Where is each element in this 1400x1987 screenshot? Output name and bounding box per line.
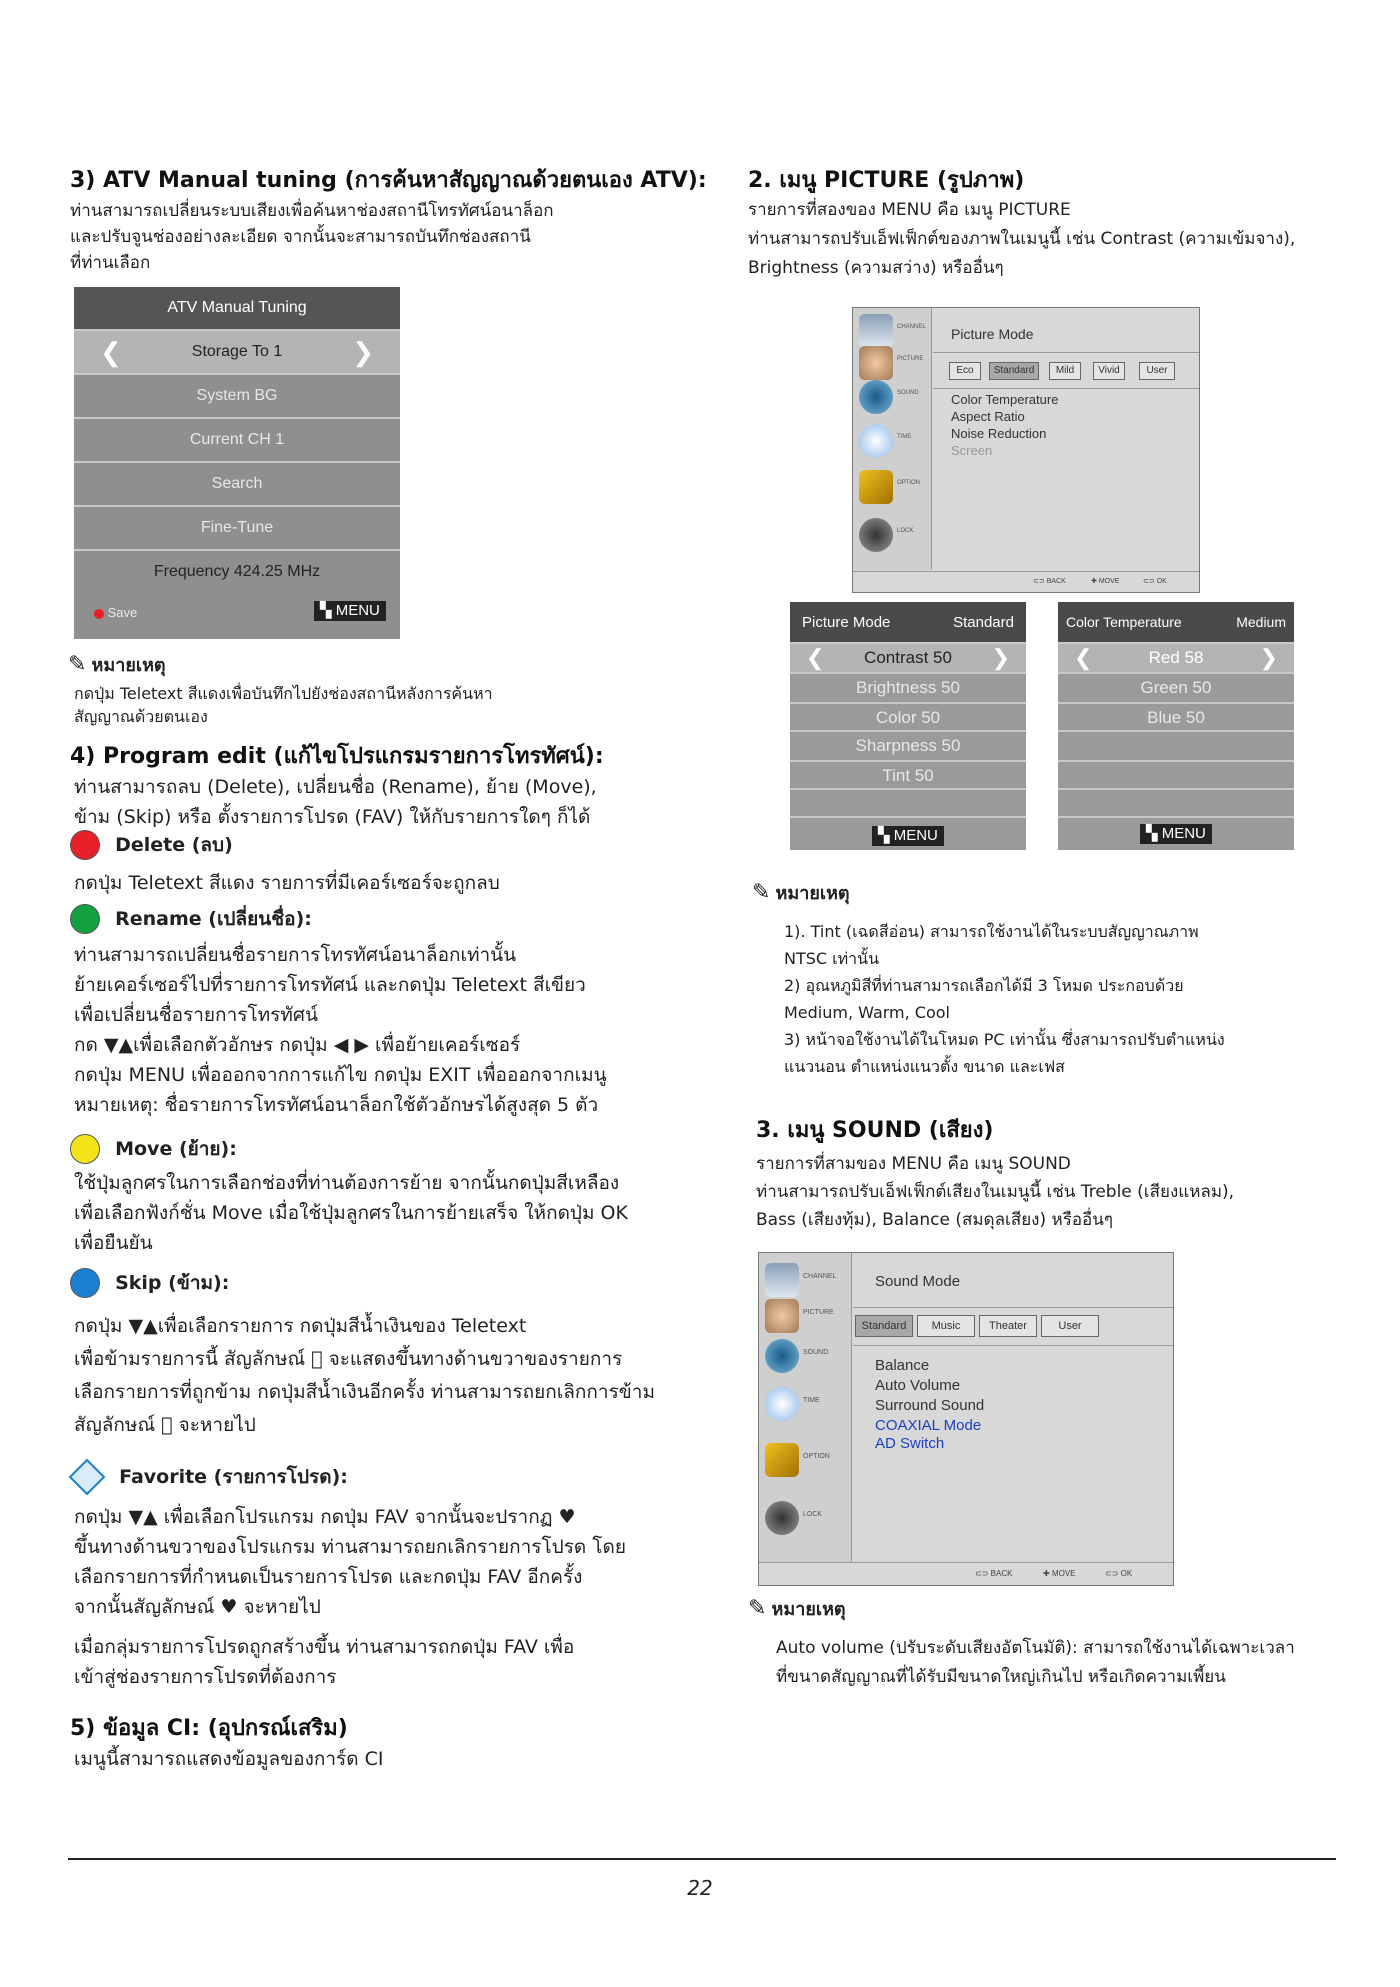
blue-row[interactable]: Blue 50: [1058, 702, 1294, 732]
right-arrow-icon[interactable]: ❯: [991, 645, 1010, 670]
sidebar-label: SOUND: [803, 1349, 829, 1356]
text-line: และปรับจูนช่องอย่างละเอียด จากนั้นจะสามารถบันทึกช่องสถานี: [70, 227, 531, 247]
skip-body: [74, 1310, 655, 1442]
yellow-dot-icon: [70, 1134, 100, 1164]
text-line: จากนั้นสัญลักษณ์ ♥ จะหายไป: [74, 1596, 321, 1618]
back-label: BACK: [1046, 578, 1066, 585]
text-line: Auto volume (ปรับระดับเสียงอัตโนมัติ): สามารถใช้งานได้เฉพาะเวลา: [776, 1638, 1295, 1658]
sidebar-item-lock[interactable]: [763, 1497, 835, 1541]
text-line: เลือกรายการที่กำหนดเป็นรายการโปรด และกดปุ่ม FAV อีกครั้ง: [74, 1566, 583, 1588]
delete-body: [74, 868, 500, 898]
menu-button[interactable]: ▚ MENU: [1140, 824, 1212, 844]
menu-button[interactable]: ▚ MENU: [314, 601, 386, 621]
delete-label: Delete (ลบ): [115, 834, 233, 856]
section-4-body: [74, 772, 597, 832]
sidebar-item-sound[interactable]: [763, 1335, 835, 1379]
surround-sound-item[interactable]: Surround Sound: [875, 1397, 985, 1414]
sidebar-label: OPTION: [897, 480, 921, 486]
move-body: [74, 1168, 628, 1258]
text-line: 1). Tint (เฉดสีอ่อน) สามารถใช้งานได้ในระบบสัญญาณภาพ: [784, 922, 1199, 941]
text-line: NTSC เท่านั้น: [784, 949, 880, 968]
save-label: Save: [107, 605, 138, 620]
mode-chip-music[interactable]: Music: [917, 1315, 975, 1337]
ok-hint: ⊂⊃ OK: [1143, 578, 1167, 585]
color-temperature-submenu: [1058, 602, 1294, 850]
sound-section-title: 3. เมนู SOUND (เสียง): [756, 1118, 994, 1143]
color-row[interactable]: Color 50: [790, 702, 1026, 732]
back-hint: ⊂⊃ BACK: [1033, 578, 1066, 585]
back-label: BACK: [990, 1569, 1013, 1578]
rename-body: [74, 940, 607, 1120]
sidebar-label: OPTION: [803, 1453, 830, 1460]
sidebar-item-time[interactable]: [763, 1383, 835, 1427]
screen-item: Screen: [951, 443, 993, 458]
row-label: Red 58: [1148, 648, 1204, 667]
noise-reduction-item[interactable]: Noise Reduction: [951, 426, 1047, 441]
note-1: [68, 650, 166, 679]
auto-volume-item[interactable]: Auto Volume: [875, 1377, 961, 1394]
text-line: เข้าสู่ช่องรายการโปรดที่ต้องการ: [74, 1666, 337, 1688]
coaxial-mode-item[interactable]: COAXIAL Mode: [875, 1417, 982, 1434]
submenu-header: [790, 602, 1026, 642]
favorite-body-2: [74, 1632, 574, 1692]
section-4-title: 4) Program edit (แก้ไขโปรแกรมรายการโทรทัศน์):: [70, 744, 604, 769]
page-number: 22: [687, 1876, 713, 1900]
mode-chip-mild[interactable]: Mild: [1049, 362, 1081, 380]
menu-label: MENU: [1161, 825, 1206, 842]
picture-icon: [765, 1299, 799, 1333]
system-row[interactable]: System BG: [74, 373, 400, 417]
divider: [853, 1307, 1173, 1308]
text-line: กด ▼▲เพื่อเลือกตัวอักษร กดปุ่ม ◀ ▶ เพื่อย้ายเคอร์เซอร์: [74, 1034, 521, 1056]
skip-heading: [70, 1268, 229, 1298]
right-arrow-icon[interactable]: ❯: [352, 337, 374, 367]
empty-row: [1058, 788, 1294, 818]
picture-section-body: [748, 196, 1295, 283]
ok-hint: ⊂⊃ OK: [1105, 1569, 1133, 1578]
picture-mode-label: Picture Mode: [951, 326, 1034, 342]
move-label: Move (ย้าย):: [115, 1138, 237, 1160]
menu-button[interactable]: ▚ MENU: [872, 826, 944, 846]
green-row[interactable]: Green 50: [1058, 672, 1294, 702]
blue-dot-icon: [70, 1268, 100, 1298]
header-left: Picture Mode: [802, 614, 891, 631]
move-hint: ✚ MOVE: [1043, 1569, 1076, 1578]
empty-row: [1058, 730, 1294, 760]
sound-menu-screen: [758, 1252, 1174, 1586]
note-3: [748, 1594, 846, 1623]
left-arrow-icon[interactable]: ❮: [100, 337, 122, 367]
mode-chip-eco[interactable]: Eco: [949, 362, 981, 380]
header-right: Standard: [953, 614, 1014, 631]
text-line: ใช้ปุ่มลูกศรในการเลือกช่องที่ท่านต้องการย้าย จากนั้นกดปุ่มสีเหลือง: [74, 1172, 620, 1194]
mode-chip-vivid[interactable]: Vivid: [1093, 362, 1125, 380]
note-1-body: [74, 682, 493, 728]
red-row[interactable]: [1058, 642, 1294, 672]
text-line: กดปุ่ม MENU เพื่อออกจากการแก้ไข กดปุ่ม EXIT เพื่อออกจากเมนู: [74, 1064, 607, 1086]
tint-row[interactable]: Tint 50: [790, 760, 1026, 790]
text-line: ท่านสามารถปรับเอ็ฟเฟ็กต์เสียงในเมนูนี้ เช่น Treble (เสียงแหลม),: [756, 1182, 1235, 1202]
text-line: กดปุ่ม Teletext สีแดง รายการที่มีเคอร์เซอร์จะถูกลบ: [74, 872, 500, 894]
favorite-label: Favorite (รายการโปรด):: [119, 1466, 348, 1488]
sidebar-item-option[interactable]: [857, 466, 929, 510]
section-5-title: 5) ข้อมูล CI: (อุปกรณ์เสริม): [70, 1716, 348, 1741]
aspect-ratio-item[interactable]: Aspect Ratio: [951, 409, 1025, 424]
delete-heading: [70, 830, 233, 860]
pencil-icon: ✎: [68, 652, 87, 677]
speaker-icon: [859, 380, 893, 414]
text-line: เพื่อข้ามรายการนี้ สัญลักษณ์ ⃠ จะแสดงขึ้นทางด้านขวาของรายการ: [74, 1348, 623, 1370]
sharpness-row[interactable]: Sharpness 50: [790, 730, 1026, 760]
divider: [933, 388, 1199, 389]
back-hint: ⊂⊃ BACK: [975, 1569, 1013, 1578]
text-line: รายการที่สามของ MENU คือ เมนู SOUND: [756, 1154, 1071, 1174]
note-2: [752, 878, 850, 907]
channel-icon: [765, 1263, 799, 1297]
favorite-body: [74, 1502, 626, 1622]
sidebar-label: PICTURE: [897, 356, 924, 362]
note-3-body: [776, 1634, 1295, 1692]
color-temperature-item[interactable]: Color Temperature: [951, 392, 1059, 407]
current-ch-row[interactable]: Current CH 1: [74, 417, 400, 461]
pencil-icon: ✎: [752, 880, 771, 905]
atv-manual-tuning-menu: [74, 287, 400, 639]
menu-footer: [853, 571, 1199, 592]
fine-tune-row[interactable]: Fine-Tune: [74, 505, 400, 549]
sidebar-item-option[interactable]: [763, 1439, 835, 1483]
sidebar-label: CHANNEL: [803, 1273, 837, 1280]
mode-chip-standard[interactable]: Standard: [989, 362, 1039, 380]
text-line: กดปุ่ม Teletext สีแดงเพื่อบันทึกไปยังช่องสถานีหลังการค้นหา: [74, 684, 493, 703]
balance-item[interactable]: Balance: [875, 1357, 930, 1374]
text-line: Brightness (ความสว่าง) หรืออื่นๆ: [748, 258, 1004, 278]
row-label: Contrast 50: [864, 648, 952, 667]
sidebar-item-time[interactable]: [857, 420, 929, 464]
text-line: ท่านสามารถเปลี่ยนระบบเสียงเพื่อค้นหาช่องสถานีโทรทัศน์อนาล็อก: [70, 201, 554, 221]
text-line: ท่านสามารถปรับเอ็ฟเฟ็กต์ของภาพในเมนูนี้ เช่น Contrast (ความเข้มจาง),: [748, 229, 1296, 249]
red-dot-icon: [70, 830, 100, 860]
text-line: สัญญาณด้วยตนเอง: [74, 707, 208, 726]
page-footer-rule: [68, 1858, 1336, 1860]
sidebar-label: TIME: [803, 1397, 820, 1404]
storage-row[interactable]: [74, 329, 400, 373]
text-line: แนวนอน ตำแหน่งแนวตั้ง ขนาด และเฟส: [784, 1057, 1065, 1076]
ok-label: OK: [1156, 578, 1167, 585]
text-line: ที่ท่านเลือก: [70, 253, 151, 273]
text-line: เลือกรายการที่ถูกข้าม กดปุ่มสีน้ำเงินอีกครั้ง ท่านสามารถยกเลิกการข้าม: [74, 1381, 655, 1403]
sidebar-label: CHANNEL: [897, 324, 926, 330]
favorite-heading: [70, 1462, 348, 1492]
menu-label: MENU: [335, 602, 380, 619]
lock-icon: [859, 518, 893, 552]
lock-icon: [765, 1501, 799, 1535]
text-line: เพื่อเปลี่ยนชื่อรายการโทรทัศน์: [74, 1004, 318, 1026]
text-line: เมื่อกลุ่มรายการโปรดถูกสร้างขึ้น ท่านสามารถกดปุ่ม FAV เพื่อ: [74, 1636, 575, 1658]
mode-chip-user[interactable]: User: [1139, 362, 1175, 380]
menu-sidebar: [759, 1253, 852, 1563]
sound-mode-label: Sound Mode: [875, 1273, 961, 1290]
menu-footer: [759, 1562, 1173, 1585]
sidebar-label: SOUND: [897, 390, 919, 396]
diamond-icon: [69, 1459, 106, 1496]
text-line: หมายเหตุ: ชื่อรายการโทรทัศน์อนาล็อกใช้ตัวอักษรได้สูงสุด 5 ตัว: [74, 1094, 599, 1116]
sidebar-item-sound[interactable]: [857, 376, 929, 420]
divider: [853, 1345, 1173, 1346]
mode-chip-standard[interactable]: Standard: [855, 1315, 913, 1337]
move-label: MOVE: [1098, 578, 1120, 585]
text-line: รายการที่สองของ MENU คือ เมนู PICTURE: [748, 200, 1071, 220]
section-3-body: [70, 198, 554, 276]
header-left: Color Temperature: [1066, 614, 1182, 630]
frequency-row[interactable]: Frequency 424.25 MHz: [74, 549, 400, 593]
mode-chip-user[interactable]: User: [1041, 1315, 1099, 1337]
text-line: ท่านสามารถลบ (Delete), เปลี่ยนชื่อ (Rename), ย้าย (Move),: [74, 776, 597, 798]
note-2-body: [784, 918, 1225, 1080]
empty-row: [790, 788, 1026, 818]
sidebar-item-picture[interactable]: [763, 1295, 835, 1339]
note-title: หมายเหตุ: [771, 1599, 846, 1620]
ad-switch-item[interactable]: AD Switch: [875, 1435, 945, 1452]
text-line: กดปุ่ม ▼▲เพื่อเลือกรายการ กดปุ่มสีน้ำเงินของ Teletext: [74, 1315, 527, 1337]
section-5-body: [74, 1744, 384, 1774]
move-heading: [70, 1134, 237, 1164]
option-icon: [859, 470, 893, 504]
empty-row: [1058, 760, 1294, 790]
sidebar-label: TIME: [897, 434, 912, 440]
mode-chip-theater[interactable]: Theater: [979, 1315, 1037, 1337]
text-line: กดปุ่ม ▼▲ เพื่อเลือกโปรแกรม กดปุ่ม FAV จากนั้นจะปรากฏ ♥: [74, 1506, 576, 1528]
move-hint: ✚ MOVE: [1091, 578, 1120, 585]
sound-section-body: [756, 1150, 1234, 1234]
divider: [933, 352, 1199, 353]
text-line: Medium, Warm, Cool: [784, 1003, 950, 1022]
section-3-title: 3) ATV Manual tuning (การค้นหาสัญญาณด้วยตนเอง ATV):: [70, 168, 707, 193]
right-arrow-icon[interactable]: ❯: [1259, 645, 1278, 670]
option-icon: [765, 1443, 799, 1477]
text-line: ขึ้นทางด้านขวาของโปรแกรม ท่านสามารถยกเลิกรายการโปรด โดย: [74, 1536, 626, 1558]
text-line: เพื่อเลือกฟังก์ชั่น Move เมื่อใช้ปุ่มลูกศรในการย้ายเสร็จ ให้กดปุ่ม OK: [74, 1202, 628, 1224]
rename-label: Rename (เปลี่ยนชื่อ):: [115, 908, 312, 930]
text-line: Bass (เสียงทุ้ม), Balance (สมดุลเสียง) หรืออื่นๆ: [756, 1210, 1113, 1230]
search-row[interactable]: Search: [74, 461, 400, 505]
skip-label: Skip (ข้าม):: [115, 1272, 230, 1294]
ok-label: OK: [1120, 1569, 1133, 1578]
text-line: 2) อุณหภูมิสีที่ท่านสามารถเลือกได้มี 3 โหมด ประกอบด้วย: [784, 976, 1184, 995]
text-line: ที่ขนาดสัญญาณที่ได้รับมีขนาดใหญ่เกินไป หรือเกิดความเพี้ยน: [776, 1667, 1226, 1687]
submenu-header: [1058, 602, 1294, 642]
left-arrow-icon[interactable]: ❮: [806, 645, 825, 670]
atv-menu-title: ATV Manual Tuning: [74, 287, 400, 329]
clock-icon: [765, 1387, 799, 1421]
menu-label: MENU: [893, 827, 938, 844]
note-title: หมายเหตุ: [91, 655, 166, 676]
note-title: หมายเหตุ: [775, 883, 850, 904]
contrast-row[interactable]: [790, 642, 1026, 672]
green-dot-icon: [70, 904, 100, 934]
text-line: ท่านสามารถเปลี่ยนชื่อรายการโทรทัศน์อนาล็อกเท่านั้น: [74, 944, 517, 966]
menu-sidebar: [853, 308, 932, 570]
sidebar-label: LOCK: [897, 528, 914, 534]
save-hint: [94, 605, 137, 620]
picture-icon: [859, 346, 893, 380]
move-label: MOVE: [1051, 1569, 1076, 1578]
text-line: 3) หน้าจอใช้งานได้ในโหมด PC เท่านั้น ซึ่งสามารถปรับตำแหน่ง: [784, 1030, 1225, 1049]
picture-mode-submenu: [790, 602, 1026, 850]
clock-icon: [859, 424, 893, 458]
text-line: สัญลักษณ์ ⃠ จะหายไป: [74, 1414, 256, 1436]
picture-section-title: 2. เมนู PICTURE (รูปภาพ): [748, 168, 1025, 193]
text-line: เมนูนี้สามารถแสดงข้อมูลของการ์ด CI: [74, 1748, 384, 1770]
header-right: Medium: [1236, 614, 1286, 630]
rename-heading: [70, 904, 312, 934]
storage-label: Storage To 1: [191, 343, 283, 360]
red-button-icon: [94, 609, 104, 619]
sidebar-label: LOCK: [803, 1511, 823, 1518]
text-line: ข้าม (Skip) หรือ ตั้งรายการโปรด (FAV) ให้กับรายการใดๆ ก็ได้: [74, 806, 591, 828]
sidebar-label: PICTURE: [803, 1309, 834, 1316]
picture-menu-screen: [852, 307, 1200, 593]
brightness-row[interactable]: Brightness 50: [790, 672, 1026, 702]
text-line: ย้ายเคอร์เซอร์ไปที่รายการโทรทัศน์ และกดปุ่ม Teletext สีเขียว: [74, 974, 586, 996]
pencil-icon: ✎: [748, 1596, 767, 1621]
speaker-icon: [765, 1339, 799, 1373]
left-arrow-icon[interactable]: ❮: [1074, 645, 1093, 670]
sidebar-item-lock[interactable]: [857, 514, 929, 558]
text-line: เพื่อยืนยัน: [74, 1232, 153, 1254]
